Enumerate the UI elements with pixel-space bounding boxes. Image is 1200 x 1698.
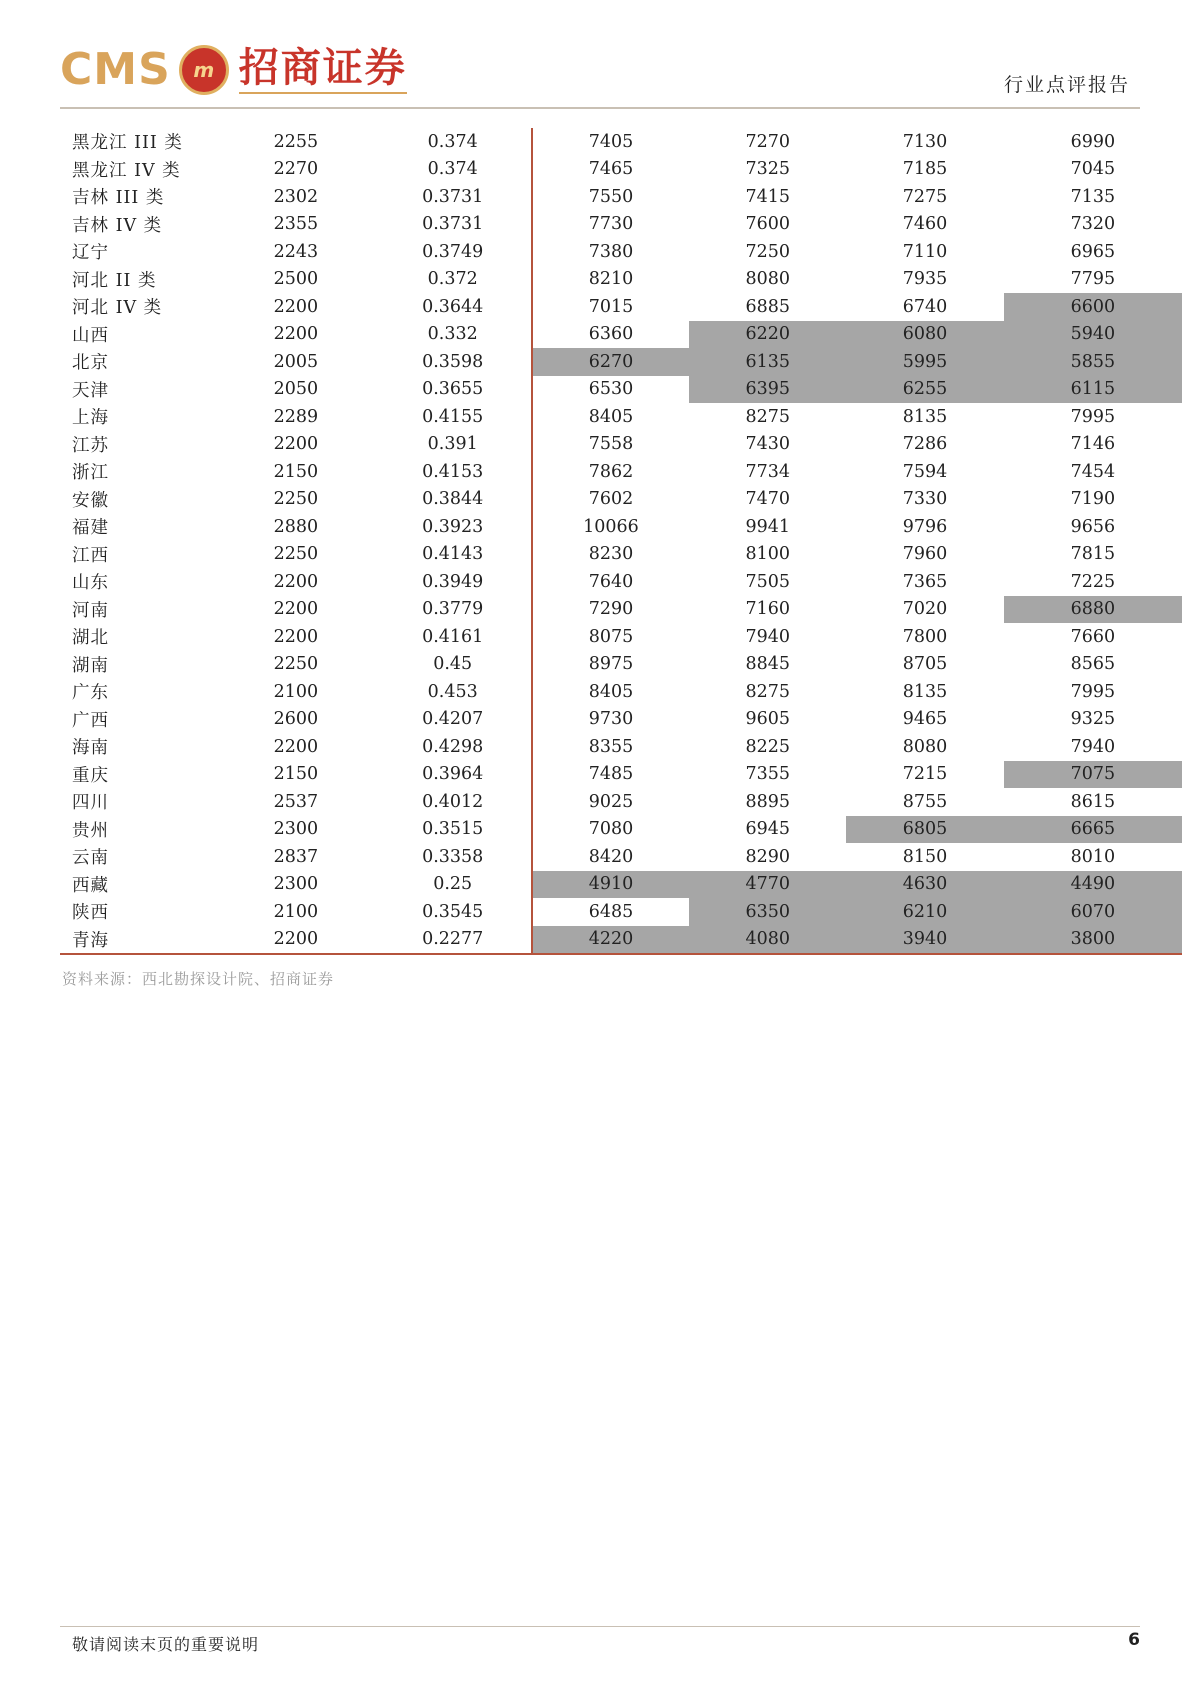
table-row bbox=[60, 651, 1182, 679]
region-name-cell: 山西 bbox=[72, 325, 109, 346]
price-cell-col5: 7185 bbox=[902, 159, 948, 180]
price-cell-col5: 7594 bbox=[902, 461, 948, 482]
price-cell-col3: 7015 bbox=[588, 296, 634, 317]
price-cell-col4: 6885 bbox=[745, 296, 791, 317]
price-cell-col5: 8080 bbox=[902, 736, 948, 757]
value-cell-col2: 0.3545 bbox=[375, 898, 532, 926]
region-name-cell: 北京 bbox=[72, 353, 109, 374]
table-row bbox=[60, 293, 1182, 321]
price-cell-col3: 8405 bbox=[588, 406, 634, 427]
value-cell-col2: 0.3515 bbox=[375, 816, 532, 844]
value-cell-col2: 0.4155 bbox=[375, 403, 532, 431]
value-cell-col1: 2250 bbox=[273, 654, 319, 675]
price-cell-col6: 6115 bbox=[1004, 376, 1182, 404]
price-cell-col3: 6270 bbox=[532, 348, 689, 376]
price-cell-col5: 7330 bbox=[902, 489, 948, 510]
value-cell-col1: 2200 bbox=[273, 324, 319, 345]
table-row bbox=[60, 431, 1182, 459]
price-cell-col5: 7935 bbox=[902, 269, 948, 290]
price-cell-col3: 6360 bbox=[588, 324, 634, 345]
table-row bbox=[60, 183, 1182, 211]
price-cell-col3: 7290 bbox=[588, 599, 634, 620]
price-cell-col3: 7730 bbox=[588, 214, 634, 235]
price-cell-col5: 6255 bbox=[846, 376, 1003, 404]
price-cell-col4: 7355 bbox=[745, 764, 791, 785]
price-cell-col4: 9605 bbox=[745, 709, 791, 730]
price-cell-col5: 7365 bbox=[902, 571, 948, 592]
price-cell-col5: 6805 bbox=[846, 816, 1003, 844]
price-cell-col5: 8705 bbox=[902, 654, 948, 675]
price-cell-col6: 7795 bbox=[1070, 269, 1116, 290]
value-cell-col2: 0.332 bbox=[375, 321, 532, 349]
value-cell-col2: 0.4012 bbox=[375, 788, 532, 816]
price-cell-col4: 7250 bbox=[745, 241, 791, 262]
value-cell-col1: 2200 bbox=[273, 599, 319, 620]
value-cell-col2: 0.374 bbox=[375, 128, 532, 156]
price-cell-col3: 7405 bbox=[588, 131, 634, 152]
table-row bbox=[60, 926, 1182, 955]
value-cell-col2: 0.25 bbox=[375, 871, 532, 899]
value-cell-col2: 0.3964 bbox=[375, 761, 532, 789]
logo-text: CMS bbox=[60, 44, 171, 95]
price-cell-col5: 9796 bbox=[902, 516, 948, 537]
value-cell-col2: 0.453 bbox=[375, 678, 532, 706]
price-cell-col4: 6220 bbox=[689, 321, 846, 349]
price-cell-col5: 7800 bbox=[902, 626, 948, 647]
price-cell-col6: 9656 bbox=[1070, 516, 1116, 537]
region-name-cell: 河北 II 类 bbox=[72, 270, 157, 291]
report-type: 行业点评报告 bbox=[1003, 74, 1130, 96]
region-name-cell: 湖南 bbox=[72, 655, 109, 676]
price-cell-col4: 8290 bbox=[745, 846, 791, 867]
price-cell-col6: 7146 bbox=[1070, 434, 1116, 455]
value-cell-col1: 2302 bbox=[273, 186, 319, 207]
price-cell-col6: 6880 bbox=[1004, 596, 1182, 624]
price-cell-col6: 7225 bbox=[1070, 571, 1116, 592]
value-cell-col1: 2250 bbox=[273, 544, 319, 565]
value-cell-col2: 0.3844 bbox=[375, 486, 532, 514]
price-cell-col5: 7110 bbox=[902, 241, 948, 262]
region-name-cell: 陕西 bbox=[72, 903, 109, 924]
price-cell-col3: 7485 bbox=[588, 764, 634, 785]
price-cell-col6: 7995 bbox=[1070, 406, 1116, 427]
region-name-cell: 黑龙江 III 类 bbox=[72, 133, 183, 154]
price-cell-col4: 9941 bbox=[745, 516, 791, 537]
price-cell-col3: 7465 bbox=[588, 159, 634, 180]
value-cell-col2: 0.3644 bbox=[375, 293, 532, 321]
value-cell-col1: 2837 bbox=[273, 846, 319, 867]
price-cell-col3: 4220 bbox=[532, 926, 689, 955]
price-cell-col3: 7380 bbox=[588, 241, 634, 262]
value-cell-col1: 2255 bbox=[273, 131, 319, 152]
price-cell-col3: 8975 bbox=[588, 654, 634, 675]
table-row bbox=[60, 458, 1182, 486]
table-row bbox=[60, 596, 1182, 624]
value-cell-col2: 0.3949 bbox=[375, 568, 532, 596]
value-cell-col2: 0.3731 bbox=[375, 211, 532, 239]
value-cell-col1: 2050 bbox=[273, 379, 319, 400]
price-cell-col3: 8420 bbox=[588, 846, 634, 867]
price-cell-col6: 7940 bbox=[1070, 736, 1116, 757]
price-cell-col3: 8075 bbox=[588, 626, 634, 647]
value-cell-col2: 0.3749 bbox=[375, 238, 532, 266]
price-cell-col6: 6600 bbox=[1004, 293, 1182, 321]
price-cell-col3: 9025 bbox=[588, 791, 634, 812]
region-name-cell: 西藏 bbox=[72, 875, 109, 896]
value-cell-col2: 0.4143 bbox=[375, 541, 532, 569]
region-name-cell: 海南 bbox=[72, 738, 109, 759]
value-cell-col2: 0.4153 bbox=[375, 458, 532, 486]
price-cell-col6: 7454 bbox=[1070, 461, 1116, 482]
price-cell-col6: 7815 bbox=[1070, 544, 1116, 565]
table-row bbox=[60, 321, 1182, 349]
table-row bbox=[60, 403, 1182, 431]
region-name-cell: 吉林 IV 类 bbox=[72, 215, 163, 236]
price-cell-col3: 6530 bbox=[588, 379, 634, 400]
cms-logo bbox=[60, 40, 407, 100]
logo-chinese-name: 招商证券 bbox=[239, 46, 407, 94]
table-row bbox=[60, 376, 1182, 404]
value-cell-col1: 2300 bbox=[273, 874, 319, 895]
table-row bbox=[60, 568, 1182, 596]
table-row bbox=[60, 486, 1182, 514]
value-cell-col2: 0.3731 bbox=[375, 183, 532, 211]
region-name-cell: 贵州 bbox=[72, 820, 109, 841]
price-cell-col4: 7415 bbox=[745, 186, 791, 207]
price-cell-col4: 8895 bbox=[745, 791, 791, 812]
footer-note: 敬请阅读末页的重要说明 bbox=[72, 1635, 260, 1654]
price-cell-col5: 7960 bbox=[902, 544, 948, 565]
region-name-cell: 江苏 bbox=[72, 435, 109, 456]
region-name-cell: 福建 bbox=[72, 518, 109, 539]
price-cell-col4: 7270 bbox=[745, 131, 791, 152]
price-cell-col5: 8150 bbox=[902, 846, 948, 867]
value-cell-col2: 0.4207 bbox=[375, 706, 532, 734]
region-name-cell: 江西 bbox=[72, 545, 109, 566]
price-cell-col4: 4770 bbox=[689, 871, 846, 899]
value-cell-col2: 0.4298 bbox=[375, 733, 532, 761]
value-cell-col1: 2200 bbox=[273, 296, 319, 317]
price-cell-col5: 6740 bbox=[902, 296, 948, 317]
table-row bbox=[60, 541, 1182, 569]
logo-badge-icon: m bbox=[179, 45, 229, 95]
price-cell-col4: 8845 bbox=[745, 654, 791, 675]
value-cell-col1: 2200 bbox=[273, 626, 319, 647]
price-cell-col4: 7600 bbox=[745, 214, 791, 235]
price-cell-col6: 7045 bbox=[1070, 159, 1116, 180]
price-cell-col5: 7275 bbox=[902, 186, 948, 207]
table-row bbox=[60, 816, 1182, 844]
region-name-cell: 浙江 bbox=[72, 463, 109, 484]
table-row bbox=[60, 678, 1182, 706]
value-cell-col2: 0.3598 bbox=[375, 348, 532, 376]
source-note: 资料来源：西北勘探设计院、招商证券 bbox=[62, 970, 335, 988]
price-cell-col6: 6990 bbox=[1070, 131, 1116, 152]
price-cell-col4: 7940 bbox=[745, 626, 791, 647]
value-cell-col1: 2200 bbox=[273, 736, 319, 757]
value-cell-col1: 2200 bbox=[273, 434, 319, 455]
value-cell-col2: 0.2277 bbox=[375, 926, 532, 955]
region-name-cell: 青海 bbox=[60, 926, 217, 955]
price-cell-col5: 8755 bbox=[902, 791, 948, 812]
price-cell-col4: 8080 bbox=[745, 269, 791, 290]
footer-divider bbox=[60, 1626, 1140, 1627]
price-cell-col6: 7660 bbox=[1070, 626, 1116, 647]
price-cell-col5: 7460 bbox=[902, 214, 948, 235]
price-cell-col6: 8615 bbox=[1070, 791, 1116, 812]
value-cell-col2: 0.3779 bbox=[375, 596, 532, 624]
value-cell-col1: 2250 bbox=[273, 489, 319, 510]
header-divider bbox=[60, 107, 1140, 109]
table-row bbox=[60, 623, 1182, 651]
table-row bbox=[60, 898, 1182, 926]
region-name-cell: 上海 bbox=[72, 408, 109, 429]
province-price-table bbox=[60, 128, 1182, 955]
region-name-cell: 黑龙江 IV 类 bbox=[72, 160, 181, 181]
table-row bbox=[60, 706, 1182, 734]
price-cell-col4: 7160 bbox=[745, 599, 791, 620]
price-cell-col4: 6350 bbox=[689, 898, 846, 926]
price-cell-col5: 5995 bbox=[846, 348, 1003, 376]
value-cell-col2: 0.374 bbox=[375, 156, 532, 184]
price-cell-col3: 7640 bbox=[588, 571, 634, 592]
price-cell-col3: 6485 bbox=[588, 901, 634, 922]
price-cell-col3: 8210 bbox=[588, 269, 634, 290]
table-row bbox=[60, 128, 1182, 156]
price-cell-col3: 7550 bbox=[588, 186, 634, 207]
price-cell-col6: 8565 bbox=[1070, 654, 1116, 675]
price-cell-col3: 8355 bbox=[588, 736, 634, 757]
price-cell-col4: 4080 bbox=[689, 926, 846, 955]
region-name-cell: 河南 bbox=[72, 600, 109, 621]
price-cell-col5: 7130 bbox=[902, 131, 948, 152]
value-cell-col1: 2600 bbox=[273, 709, 319, 730]
table-row bbox=[60, 871, 1182, 899]
table-row bbox=[60, 156, 1182, 184]
value-cell-col1: 2200 bbox=[217, 926, 374, 955]
region-name-cell: 辽宁 bbox=[72, 243, 109, 264]
price-cell-col6: 7135 bbox=[1070, 186, 1116, 207]
region-name-cell: 广西 bbox=[72, 710, 109, 731]
price-cell-col6: 7320 bbox=[1070, 214, 1116, 235]
value-cell-col1: 2300 bbox=[273, 819, 319, 840]
price-cell-col5: 7020 bbox=[902, 599, 948, 620]
price-cell-col3: 7862 bbox=[588, 461, 634, 482]
region-name-cell: 山东 bbox=[72, 573, 109, 594]
price-cell-col6: 6965 bbox=[1070, 241, 1116, 262]
price-cell-col4: 8275 bbox=[745, 406, 791, 427]
table-row bbox=[60, 266, 1182, 294]
price-cell-col4: 7430 bbox=[745, 434, 791, 455]
price-cell-col6: 7075 bbox=[1004, 761, 1182, 789]
price-cell-col5: 8135 bbox=[902, 406, 948, 427]
table-row bbox=[60, 238, 1182, 266]
price-cell-col5: 7286 bbox=[902, 434, 948, 455]
value-cell-col2: 0.3923 bbox=[375, 513, 532, 541]
price-cell-col4: 6395 bbox=[689, 376, 846, 404]
price-cell-col5: 6080 bbox=[846, 321, 1003, 349]
price-cell-col6: 3800 bbox=[1004, 926, 1182, 955]
price-cell-col6: 5940 bbox=[1004, 321, 1182, 349]
value-cell-col2: 0.3655 bbox=[375, 376, 532, 404]
table-row bbox=[60, 843, 1182, 871]
value-cell-col1: 2289 bbox=[273, 406, 319, 427]
value-cell-col1: 2005 bbox=[273, 351, 319, 372]
region-name-cell: 云南 bbox=[72, 848, 109, 869]
table-row bbox=[60, 733, 1182, 761]
value-cell-col2: 0.391 bbox=[375, 431, 532, 459]
price-cell-col6: 4490 bbox=[1004, 871, 1182, 899]
region-name-cell: 重庆 bbox=[72, 765, 109, 786]
price-cell-col4: 7325 bbox=[745, 159, 791, 180]
value-cell-col1: 2270 bbox=[273, 159, 319, 180]
value-cell-col2: 0.45 bbox=[375, 651, 532, 679]
price-cell-col4: 8225 bbox=[745, 736, 791, 757]
price-cell-col3: 8230 bbox=[588, 544, 634, 565]
price-cell-col6: 9325 bbox=[1070, 709, 1116, 730]
price-cell-col4: 7470 bbox=[745, 489, 791, 510]
region-name-cell: 吉林 III 类 bbox=[72, 188, 165, 209]
price-cell-col5: 9465 bbox=[902, 709, 948, 730]
price-cell-col3: 7080 bbox=[588, 819, 634, 840]
region-name-cell: 广东 bbox=[72, 683, 109, 704]
table-row bbox=[60, 788, 1182, 816]
price-cell-col5: 7215 bbox=[902, 764, 948, 785]
value-cell-col1: 2150 bbox=[273, 764, 319, 785]
price-cell-col5: 4630 bbox=[846, 871, 1003, 899]
value-cell-col2: 0.372 bbox=[375, 266, 532, 294]
table-row bbox=[60, 761, 1182, 789]
value-cell-col1: 2100 bbox=[273, 681, 319, 702]
table-row bbox=[60, 211, 1182, 239]
price-cell-col6: 6665 bbox=[1004, 816, 1182, 844]
price-cell-col3: 4910 bbox=[532, 871, 689, 899]
value-cell-col1: 2500 bbox=[273, 269, 319, 290]
price-cell-col6: 6070 bbox=[1004, 898, 1182, 926]
region-name-cell: 湖北 bbox=[72, 628, 109, 649]
price-cell-col3: 9730 bbox=[588, 709, 634, 730]
region-name-cell: 安徽 bbox=[72, 490, 109, 511]
page-number: 6 bbox=[1128, 1630, 1140, 1650]
region-name-cell: 天津 bbox=[72, 380, 109, 401]
price-cell-col4: 8100 bbox=[745, 544, 791, 565]
price-cell-col6: 8010 bbox=[1070, 846, 1116, 867]
table-row bbox=[60, 513, 1182, 541]
price-cell-col4: 7505 bbox=[745, 571, 791, 592]
value-cell-col1: 2200 bbox=[273, 571, 319, 592]
value-cell-col1: 2150 bbox=[273, 461, 319, 482]
value-cell-col2: 0.4161 bbox=[375, 623, 532, 651]
price-cell-col6: 7190 bbox=[1070, 489, 1116, 510]
price-cell-col6: 7995 bbox=[1070, 681, 1116, 702]
price-cell-col6: 5855 bbox=[1004, 348, 1182, 376]
price-cell-col4: 7734 bbox=[745, 461, 791, 482]
value-cell-col1: 2537 bbox=[273, 791, 319, 812]
region-name-cell: 四川 bbox=[72, 793, 109, 814]
price-cell-col4: 6945 bbox=[745, 819, 791, 840]
value-cell-col2: 0.3358 bbox=[375, 843, 532, 871]
value-cell-col1: 2355 bbox=[273, 214, 319, 235]
price-cell-col3: 10066 bbox=[583, 516, 639, 537]
price-cell-col5: 6210 bbox=[846, 898, 1003, 926]
price-cell-col3: 7602 bbox=[588, 489, 634, 510]
price-cell-col3: 8405 bbox=[588, 681, 634, 702]
value-cell-col1: 2100 bbox=[273, 901, 319, 922]
region-name-cell: 河北 IV 类 bbox=[72, 298, 163, 319]
price-cell-col4: 8275 bbox=[745, 681, 791, 702]
price-cell-col4: 6135 bbox=[689, 348, 846, 376]
value-cell-col1: 2880 bbox=[273, 516, 319, 537]
price-cell-col5: 3940 bbox=[846, 926, 1003, 955]
table-row bbox=[60, 348, 1182, 376]
value-cell-col1: 2243 bbox=[273, 241, 319, 262]
price-cell-col3: 7558 bbox=[588, 434, 634, 455]
price-cell-col5: 8135 bbox=[902, 681, 948, 702]
